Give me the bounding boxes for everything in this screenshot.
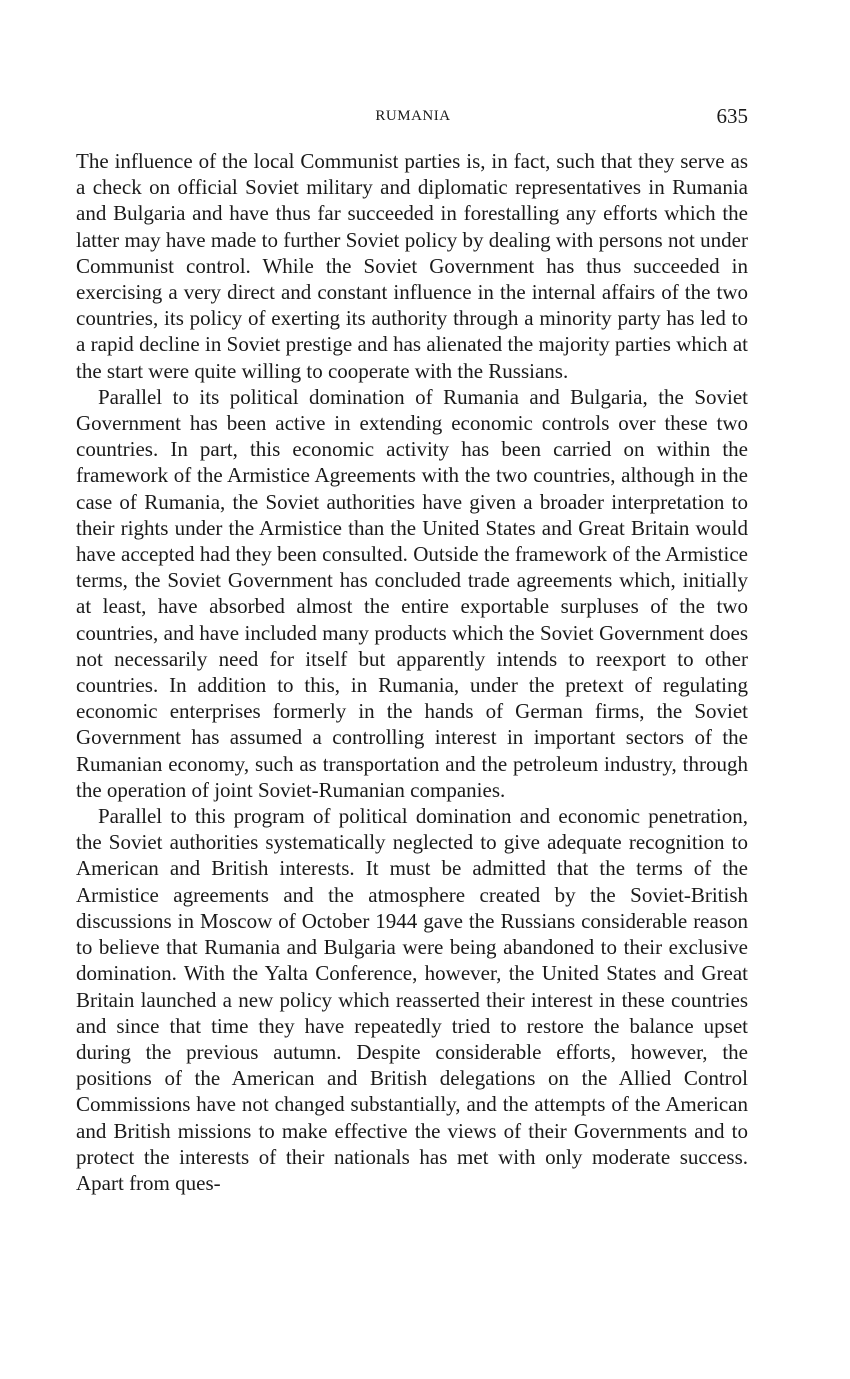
running-head [76, 104, 750, 132]
body-text [76, 148, 748, 1196]
page-number: 635 [716, 104, 748, 128]
paragraph-economic-controls: Parallel to its political domination of Rumania and Bulgaria, the Soviet Government has been active in extending economic controls over these two countries. In part, this economic activity has been carried on within the framework of the Armistice Agreements with the two countries, although in the case of Rumania, the Soviet authorities have given a broader interpretation to their rights under the Armistice than the United States and Great Britain would have accepted had they been consulted. Outside the framework of the Armistice terms, the Soviet Government has concluded trade agreements which, initially at least, have absorbed almost the entire exportable surpluses of the two countries, and have included many products which the Soviet Government does not necessarily need for itself but apparently intends to reexport to other countries. In addition to this, in Rumania, under the pretext of regulating economic enterprises formerly in the hands of German firms, the Soviet Government has assumed a controlling interest in important sectors of the Rumanian economy, such as transportation and the petroleum industry, through the operation of joint Soviet-Rumanian companies. [76, 384, 748, 802]
paragraph-american-british-interests: Parallel to this program of political domination and economic penetration, the Soviet authorities systematically neglected to give adequate recognition to American and British interests. It must be admitted that the terms of the Armistice agreements and the atmosphere created by the Soviet-British discussions in Moscow of October 1944 gave the Russians considerable reason to believe that Rumania and Bulgaria were being abandoned to their exclusive domination. With the Yalta Conference, however, the United States and Great Britain launched a new policy which reasserted their interest in these countries and since that time they have repeatedly tried to restore the balance upset during the previous autumn. Despite considerable efforts, however, the positions of the American and British delegations on the Allied Control Commissions have not changed substantially, and the attempts of the American and British missions to make effective the views of their Governments and to protect the interests of their nationals has met with only moderate success. Apart from ques- [76, 804, 748, 1195]
paragraph-communist-influence: The influence of the local Communist parties is, in fact, such that they serve as a check on official Soviet military and diplomatic representatives in Rumania and Bulgaria and have thus far succeeded in forestalling any efforts which the latter may have made to further Soviet policy by dealing with persons not under Communist control. While the Soviet Government has thus succeeded in exercising a very direct and constant influence in the internal affairs of the two countries, its policy of exerting its authority through a minority party has led to a rapid decline in Soviet prestige and has alienated the majority parties which at the start were quite willing to cooperate with the Russians. [76, 149, 748, 383]
section-title: RUMANIA [375, 108, 451, 124]
